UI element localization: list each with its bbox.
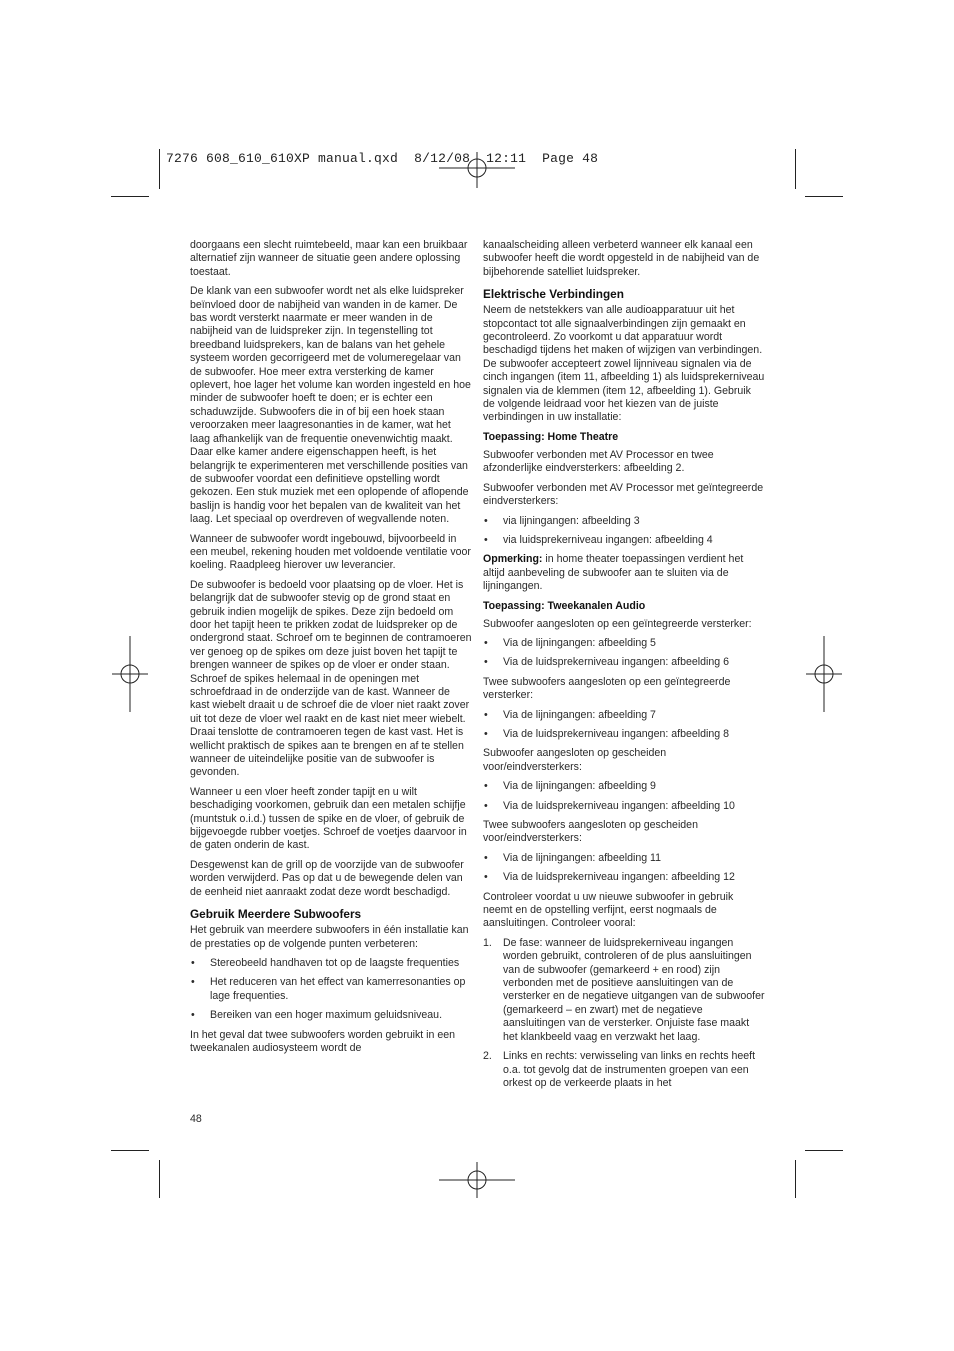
paragraph: Wanneer de subwoofer wordt ingebouwd, bijvoorbeeld in een meubel, rekening houden met voldoende ventilatie voor koeling. Raadpleeg hierover uw leverancier. xyxy=(190,532,471,572)
subheading-home-theatre: Toepassing: Home Theatre xyxy=(483,430,619,443)
list-item: • Via de lijningangen: afbeelding 9 xyxy=(483,780,765,793)
list-item: • Via de luidsprekerniveau ingangen: afbeelding 8 xyxy=(483,728,765,741)
list-item: • Via de luidsprekerniveau ingangen: afbeelding 6 xyxy=(483,656,765,669)
list-item: • Het reduceren van het effect van kamerresonanties op lage frequenties. xyxy=(190,976,472,1003)
header-time: 12:11 xyxy=(486,151,527,166)
header-page-label: Page 48 xyxy=(542,151,599,166)
bullet-list xyxy=(483,780,765,813)
paragraph: In het geval dat twee subwoofers worden gebruikt in een tweekanalen audiosysteem wordt de xyxy=(190,1028,456,1054)
registration-mark-right xyxy=(804,634,844,714)
item-text: De fase: wanneer de luidsprekerniveau ingangen worden gebruikt, controleren of de plus aansluitingen van de subwoofer (gemarkeerd + en rood) zijn verbonden met de positieve aansluitingen van de versterker en de negatieve uitgangen van de subwoofer (gemarkeerd – en zwart) met de negatieve aansluitingen van de versterker. Onjuiste fase maakt het klankbeeld vaag en verzwakt het laag. xyxy=(503,936,765,1043)
crop-mark-top-right-horizontal xyxy=(805,196,843,197)
note-text: in home theater toepassingen verdient het altijd aanbeveling de subwoofer aan te sluiten via de lijningangen. xyxy=(483,553,744,593)
section-heading-multiple-subwoofers: Gebruik Meerdere Subwoofers xyxy=(190,907,362,922)
bullet-list xyxy=(483,852,765,885)
crop-mark-bottom-right-vertical xyxy=(795,1160,796,1198)
page-number: 48 xyxy=(190,1113,202,1125)
crop-mark-top-right-vertical xyxy=(795,149,796,189)
paragraph: Subwoofer verbonden met AV Processor met geïntegreerde eindversterkers: xyxy=(483,481,764,508)
item-text: Links en rechts: verwisseling van links en rechts heeft o.a. tot gevolg dat de instrumenten groepen van een orkest op de verkeerde plaats in het xyxy=(503,1050,756,1089)
paragraph: De subwoofer is bedoeld voor plaatsing op de vloer. Het is belangrijk dat de subwoofer stevig op de grond staat en gebruik indien mogelijk de spikes. Deze zijn bedoeld om door het tapijt heen te prikken zodat de luidspreker op de ondergrond staat. Schroef om te beginnen de contramoeren ver genoeg op de spikes om deze juist boven het tapijt te brengen wanneer de spikes op de vloer er onder staan. Schroef de spikes helemaal in de openingen met schroefdraad in de onderzijde van de kast. Wanneer de kast wiebelt draait u de schroef die de vloer niet raakt zover uit tot deze de vloer wel raakt en de kast niet meer wiebelt. Draai tenslotte de contramoeren tegen de kast vast. Het is wellicht praktisch de spikes aan te brengen en af te stellen wanneer de uiteindelijke positie van de subwoofer is gevonden. xyxy=(190,578,472,779)
header-file-slug: 7276 608_610_610XP manual.qxd xyxy=(166,151,399,166)
paragraph: Subwoofer aangesloten op gescheiden voor/eindversterkers: xyxy=(483,747,667,773)
crop-mark-bottom-left-horizontal xyxy=(111,1150,149,1151)
crop-mark-top-left-horizontal xyxy=(111,196,149,197)
paragraph: Twee subwoofers aangesloten op een geïntegreerde versterker: xyxy=(483,675,731,702)
list-item: • via luidsprekerniveau ingangen: afbeelding 4 xyxy=(483,534,765,547)
list-item: • Via de luidsprekerniveau ingangen: afbeelding 10 xyxy=(483,800,765,813)
section-heading-electrical-connections: Elektrische Verbindingen xyxy=(483,287,624,302)
paragraph: Controleer voordat u uw nieuwe subwoofer in gebruik neemt en de opstelling verfijnt, eerst nogmaals de aansluitingen. Controleer vooral: xyxy=(483,890,734,930)
paragraph: Wanneer u een vloer heeft zonder tapijt en u wilt beschadiging voorkomen, gebruik dan een metalen schijfje (muntstuk o.i.d.) tussen de spike en de vloer, of gebruik de bijgevoegde rubber voetjes. Schroef de voetjes daarvoor in de gaten onderin de kast. xyxy=(190,785,467,852)
paragraph: Desgewenst kan de grill op de voorzijde van de subwoofer worden verwijderd. Pas op dat u de bewegende delen van de eenheid niet aanraakt zodat deze wordt beschadigd. xyxy=(190,858,464,898)
item-number: 2. xyxy=(483,1050,492,1063)
paragraph: Neem de netstekkers van alle audioapparatuur uit het stopcontact tot alle signaalverbindingen zijn gemaakt en gecontroleerd. Zo voorkomt u dat apparatuur wordt beschadigd tijdens het maken of wijzigen van verbindingen. De subwoofer accepteert zowel lijnniveau signalen via de cinch ingangen (item 11, afbeelding 1) als luidsprekerniveau signalen via de klemmen (item 12, afbeelding 1). Gebruik de volgende leidraad voor het kiezen van de juiste verbindingen in uw installatie: xyxy=(483,304,765,424)
list-item: • Bereiken van een hoger maximum geluidsniveau. xyxy=(190,1009,472,1022)
note-paragraph xyxy=(483,553,765,593)
subheading-two-channel-audio: Toepassing: Tweekanalen Audio xyxy=(483,599,646,612)
numbered-item xyxy=(483,1050,765,1090)
list-item: • Via de lijningangen: afbeelding 7 xyxy=(483,709,765,722)
bullet-list xyxy=(190,957,472,1023)
list-item: • Via de luidsprekerniveau ingangen: afbeelding 12 xyxy=(483,871,765,884)
file-header xyxy=(166,151,598,166)
numbered-list xyxy=(483,937,765,1090)
bullet-list xyxy=(483,709,765,742)
bullet-list xyxy=(483,515,765,548)
registration-mark-bottom xyxy=(437,1160,517,1200)
list-item: • Via de lijningangen: afbeelding 11 xyxy=(483,852,765,865)
registration-mark-top xyxy=(437,150,517,190)
paragraph: Subwoofer verbonden met AV Processor en twee afzonderlijke eindversterkers: afbeelding 2. xyxy=(483,448,714,475)
paragraph: Twee subwoofers aangesloten op gescheiden voor/eindversterkers: xyxy=(483,819,698,845)
paragraph: kanaalscheiding alleen verbeterd wanneer elk kanaal een subwoofer heeft die wordt opgesteld in de nabijheid van de bijbehorende satelliet luidspreker. xyxy=(483,239,760,278)
list-item: • Via de lijningangen: afbeelding 5 xyxy=(483,637,765,650)
numbered-item xyxy=(483,937,765,1044)
header-date: 8/12/08 xyxy=(414,151,471,166)
left-column xyxy=(190,239,472,1061)
right-column xyxy=(483,239,765,1096)
crop-mark-top-left-vertical xyxy=(159,149,160,189)
crop-mark-bottom-right-horizontal xyxy=(805,1150,843,1151)
paragraph: Het gebruik van meerdere subwoofers in één installatie kan de prestaties op de volgende punten verbeteren: xyxy=(190,924,469,950)
list-item: • via lijningangen: afbeelding 3 xyxy=(483,515,765,528)
bullet-list xyxy=(483,637,765,670)
list-item: • Stereobeeld handhaven tot op de laagste frequenties xyxy=(190,957,472,970)
crop-mark-bottom-left-vertical xyxy=(159,1160,160,1198)
paragraph: Subwoofer aangesloten op een geïntegreerde versterker: xyxy=(483,617,752,630)
paragraph: De klank van een subwoofer wordt net als elke luidspreker beïnvloed door de nabijheid van wanden in de kamer. De bas wordt versterkt naarmate er meer wanden in de nabijheid van de luidspreker zijn. In tegenstelling tot breedband luidsprekers, kan de balans van het gehele systeem worden gecorrigeerd met de volumeregelaar van de subwoofer. Hoe meer extra versterking de kamer oplevert, hoe lager het volume kan worden ingesteld en hoe minder de subwoofer hoeft te doen; er is echter een schaduwzijde. Subwoofers die in of bij een hoek staan veroorzaken meer laagresonanties in de kamer, wat het laag afhankelijk van de frequentie onevenwichtig maakt. Daar elke kamer andere eigenschappen heeft, is het belangrijk te experimenteren met verschillende posities van de subwoofer voordat een definitieve opstelling wordt gekozen. Een stuk muziek met een oplopende of aflopende baslijn is handig voor het bepalen van de kwaliteit van het laag. Let speciaal op overdreven of wegvallende noten. xyxy=(190,285,471,526)
registration-mark-left xyxy=(110,634,150,714)
note-label: Opmerking: xyxy=(483,553,543,566)
paragraph: doorgaans een slecht ruimtebeeld, maar kan een bruikbaar alternatief zijn wanneer de situatie geen andere oplossing toestaat. xyxy=(190,239,468,278)
item-number: 1. xyxy=(483,936,492,949)
